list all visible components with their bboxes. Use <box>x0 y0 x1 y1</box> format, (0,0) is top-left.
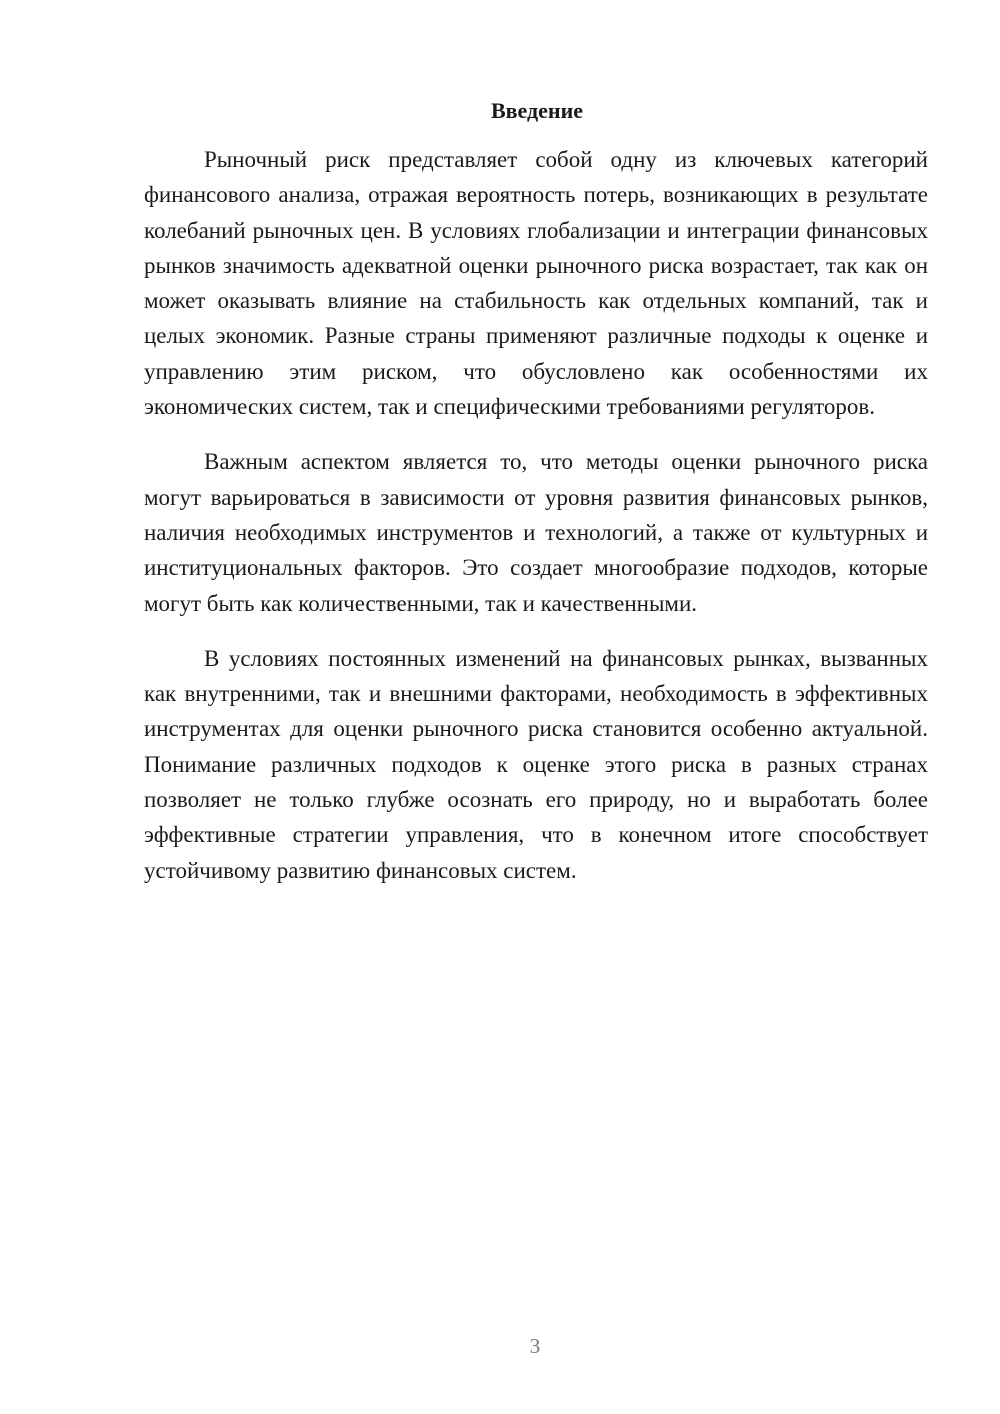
paragraph-2: Важным аспектом является то, что методы оценки рыночного риска могут варьироваться в зависимости от уровня развития финансовых рынков, наличия необходимых инструментов и технологий, а также от культурных и институциональных факторов. Это создает многообразие подходов, которые могут быть как количественными, так и качественными. <box>144 449 928 616</box>
paragraph-3: В условиях постоянных изменений на финансовых рынках, вызванных как внутренними, так и внешними факторами, необходимость в эффективных инструментах для оценки рыночного риска становится особенно актуальной. Понимание различных подходов к оценке этого риска в разных странах позволяет не только глубже осознать его природу, но и выработать более эффективные стратегии управления, что в конечном итоге способствует устойчивому развитию финансовых систем. <box>144 645 928 883</box>
paragraph-1: Рыночный риск представляет собой одну из ключевых категорий финансового анализа, отражая вероятность потерь, возникающих в результате колебаний рыночных цен. В условиях глобализации и интеграции финансовых рынков значимость адекватной оценки рыночного риска возрастает, так как он может оказывать влияние на стабильность как отдельных компаний, так и целых экономик. Разные страны применяют различные подходы к оценке и управлению этим риском, что обусловлено как особенностями их экономических систем, так и специфическими требованиями регуляторов. <box>144 147 928 420</box>
page-content <box>144 96 928 908</box>
page-number: 3 <box>529 1334 541 1358</box>
page-title: Введение <box>490 98 584 123</box>
